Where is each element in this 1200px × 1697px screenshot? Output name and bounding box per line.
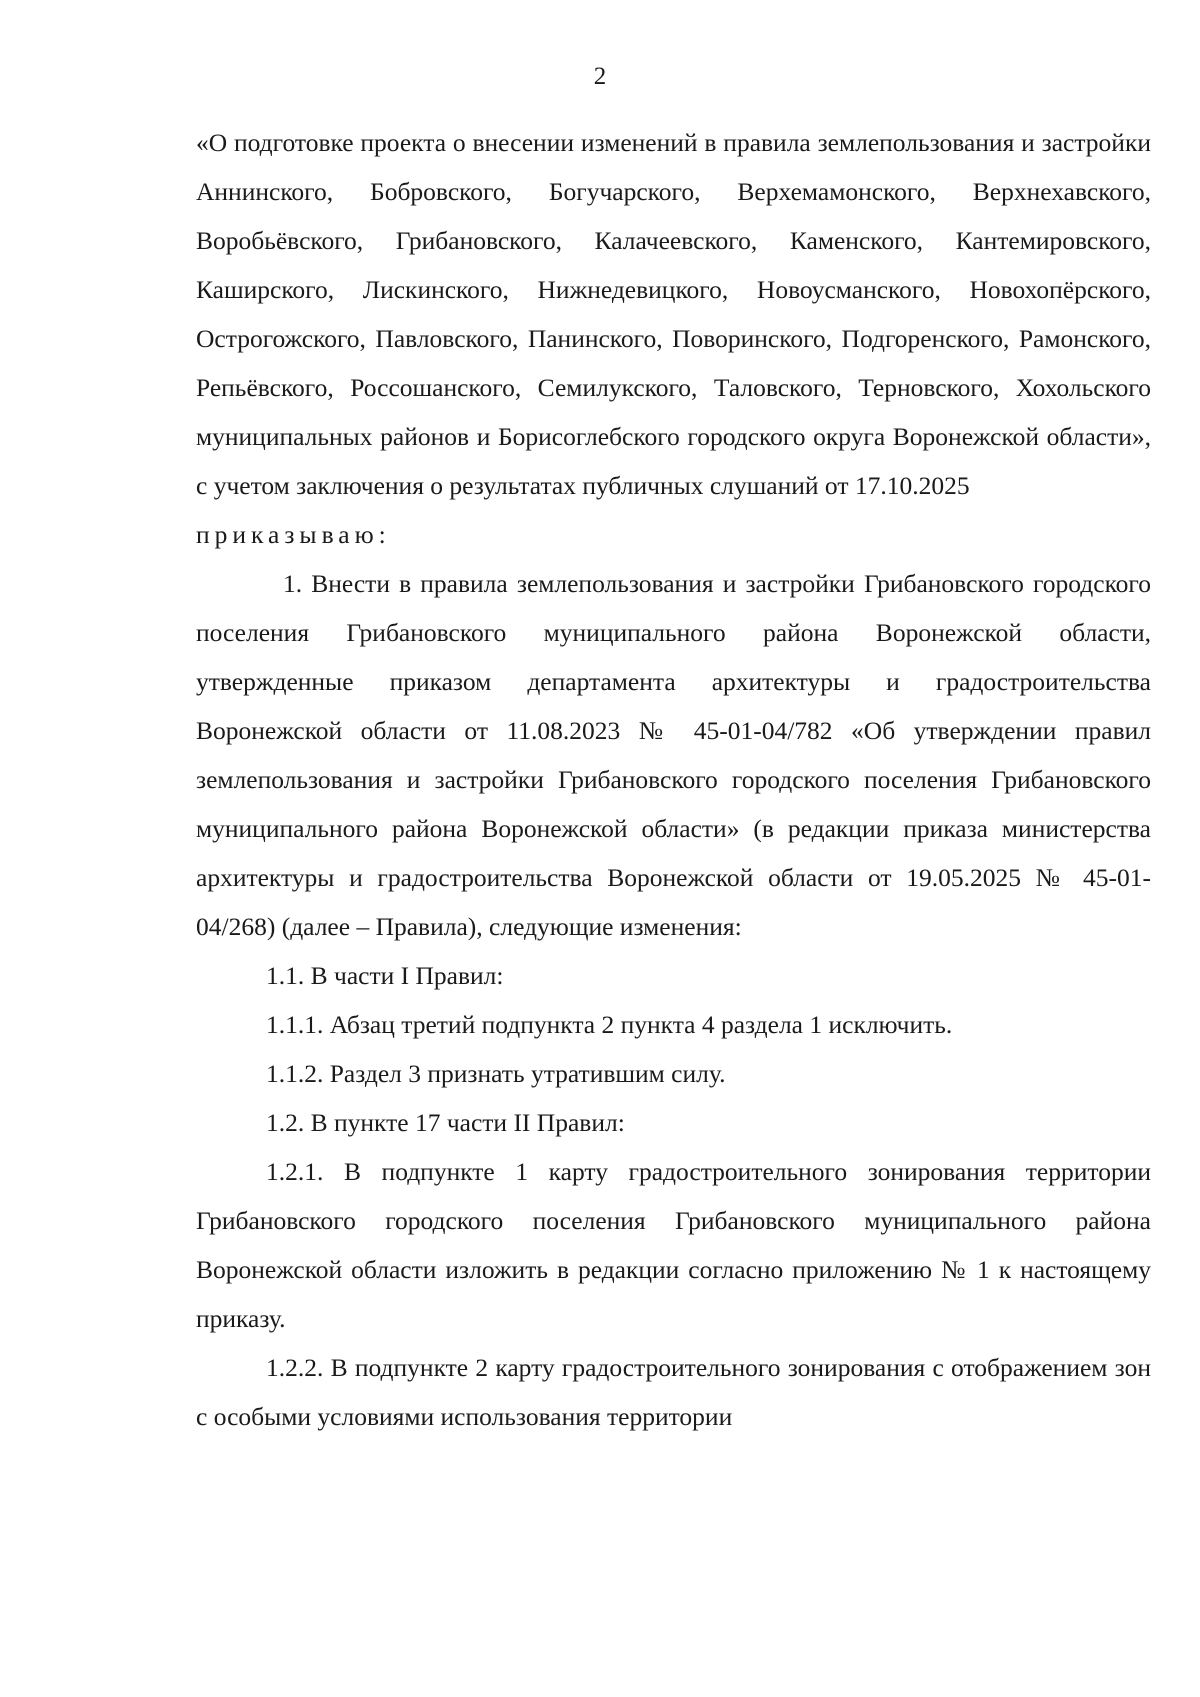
clause-1: 1. Внести в правила землепользования и застройки Грибановского городского поселения Грибановского муниципального района Воронежской области, утвержденные приказом департамента архитектуры и градостроительства Воронежской области от 11.08.2023 № 45-01-04/782 «Об утверждении правил землепользования и застройки Грибановского городского поселения Грибановского муниципального района Воронежской области» (в редакции приказа министерства архитектуры и градостроительства Воронежской области от 19.05.2025 № 45-01-04/268) (далее – Правила), следующие изменения: xyxy=(196,569,1151,941)
page-number: 2 xyxy=(593,63,607,90)
clause-1-1-1: 1.1.1. Абзац третий подпункта 2 пункта 4 раздела 1 исключить. xyxy=(266,1010,953,1039)
preamble-paragraph: «О подготовке проекта о внесении изменений в правила землепользования и застройки Аннинского, Бобровского, Богучарского, Верхемамонского, Верхнехавского, Воробьёвского, Грибановского, Калачеевского, Каменского, Кантемировского, Каширского, Лискинского, Нижнедевицкого, Новоусманского, Новохопёрского, Острогожского, Павловского, Панинского, Поворинского, Подгоренского, Рамонского, Репьёвского, Россошанского, Семилукского, Таловского, Терновского, Хохольского муниципальных районов и Борисоглебского городского округа Воронежской области», с учетом заключения о результатах публичных слушаний от 17.10.2025 xyxy=(196,128,1151,500)
document-body xyxy=(196,118,1151,1441)
clause-1-2: 1.2. В пункте 17 части II Правил: xyxy=(266,1108,625,1137)
clause-1-1: 1.1. В части I Правил: xyxy=(266,961,504,990)
clause-1-1-2: 1.1.2. Раздел 3 признать утратившим силу. xyxy=(266,1059,726,1088)
order-word: приказываю: xyxy=(196,520,391,549)
clause-1-2-2: 1.2.2. В подпункте 2 карту градостроительного зонирования с отображением зон с особыми условиями использования территории xyxy=(196,1353,1151,1431)
clause-1-2-1: 1.2.1. В подпункте 1 карту градостроительного зонирования территории Грибановского городского поселения Грибановского муниципального района Воронежской области изложить в редакции согласно приложению № 1 к настоящему приказу. xyxy=(196,1157,1151,1333)
